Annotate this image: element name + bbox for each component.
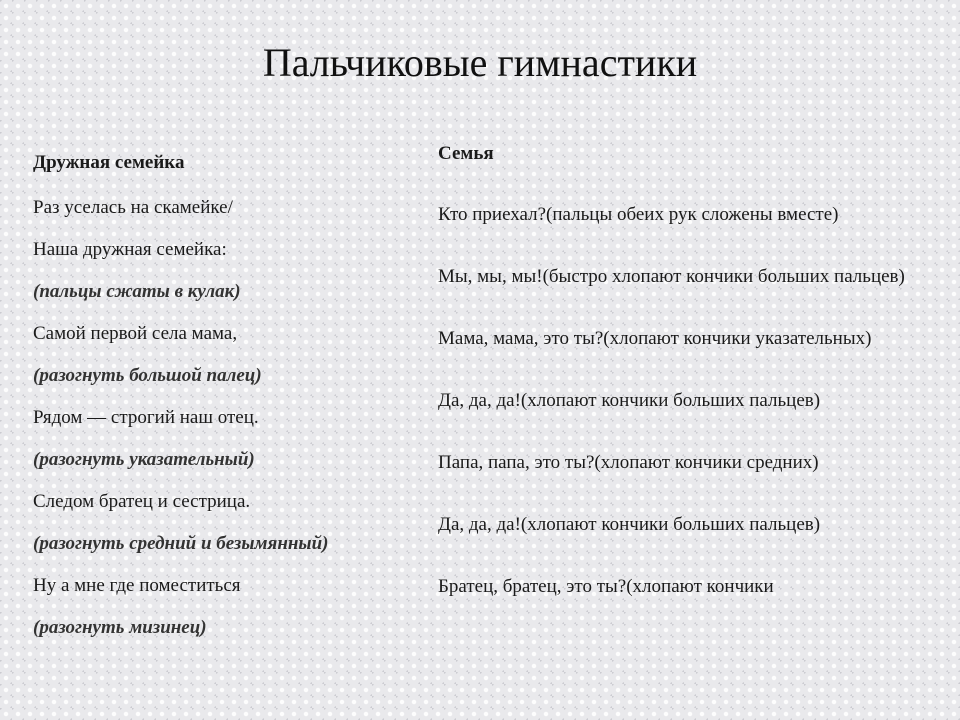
instruction-note: (разогнуть мизинец) — [33, 617, 207, 638]
page-title: Пальчиковые гимнастики — [262, 40, 698, 85]
left-heading: Дружная семейка — [33, 152, 185, 173]
poem-line: Следом братец и сестрица. — [33, 491, 251, 512]
poem-paragraph: Кто приехал?(пальцы обеих рук сложены вместе) — [438, 204, 839, 225]
poem-line: Раз уселась на скамейке/ — [33, 197, 233, 218]
right-heading: Семья — [438, 143, 494, 164]
instruction-note: (разогнуть указательный) — [33, 449, 255, 470]
right-paragraphs — [438, 191, 921, 610]
instruction-note: (пальцы сжаты в кулак) — [33, 281, 241, 302]
poem-line: Самой первой села мама, — [33, 323, 238, 344]
poem-paragraph: Мама, мама, это ты?(хлопают кончики указательных) — [438, 328, 872, 349]
poem-paragraph: Папа, папа, это ты?(хлопают кончики средних) — [438, 452, 819, 473]
poem-paragraph: Да, да, да!(хлопают кончики больших пальцев) — [438, 514, 821, 535]
poem-line: Ну а мне где поместиться — [33, 575, 241, 596]
poem-paragraph: Братец, братец, это ты?(хлопают кончики — [438, 576, 774, 597]
left-lines — [33, 194, 418, 642]
poem-paragraph: Мы, мы, мы!(быстро хлопают кончики больших пальцев) — [438, 266, 905, 287]
left-column — [33, 148, 418, 642]
right-column — [438, 139, 921, 610]
poem-paragraph: Да, да, да!(хлопают кончики больших пальцев) — [438, 390, 821, 411]
poem-line: Рядом — строгий наш отец. — [33, 407, 259, 428]
instruction-note: (разогнуть средний и безымянный) — [33, 533, 329, 554]
poem-line: Наша дружная семейка: — [33, 239, 227, 260]
instruction-note: (разогнуть большой палец) — [33, 365, 262, 386]
